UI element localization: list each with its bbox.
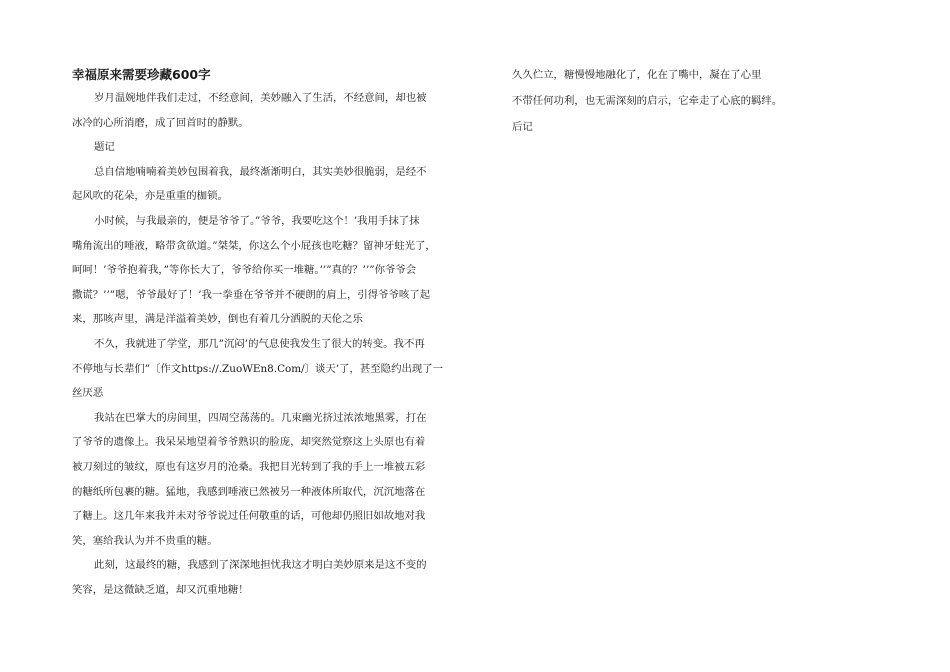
paragraph-line: 丝厌恶 <box>72 387 104 400</box>
epigraph-label: 题记 <box>94 141 115 154</box>
paragraph-line: 此刻，这最终的糖，我感到了深深地担忧我这才明白美妙原来是这不变的 <box>94 559 427 572</box>
paragraph-line: 我站在巴掌大的房间里，四周空荡荡的。几束幽光挤过浓浓地黑雾，打在 <box>94 411 427 424</box>
paragraph-line: 岁月温婉地伴我们走过，不经意间，美妙融入了生活，不经意间，却也被 <box>94 92 427 104</box>
article-title: 幸福原来需要珍藏600字 <box>72 67 211 82</box>
paragraph-line: 嘴角流出的唾液，略带贪欲道。”桀桀，你这么个小屁孩也吃糖？留神牙蛀光了， <box>72 239 436 252</box>
paragraph-line: 总自信地喃喃着美妙包围着我，最终渐渐明白，其实美妙很脆弱，是经不 <box>94 165 427 178</box>
paragraph-line: 不带任何功利，也无需深刻的启示，它牵走了心底的羁绊。 <box>512 95 783 107</box>
paragraph-line: 笑，塞给我认为并不贵重的糖。 <box>72 534 218 547</box>
paragraph-line: 撒谎？’’”嗯，爷爷最好了！’我一拳垂在爷爷并不硬朗的肩上，引得爷爷咳了起 <box>72 288 431 301</box>
right-column <box>512 64 822 140</box>
paragraph-line: 了爷爷的遗像上。我呆呆地望着爷爷熟识的脸庞，却突然觉察这上头原也有着 <box>72 436 426 449</box>
paragraph-line: 不停地与长辈们”〔作文https://.ZuoWEn8.Com/〕谈天’了，甚至隐约出现了一 <box>72 362 444 375</box>
paragraph-line: 不久，我就进了学堂，那几”沉闷’的气息使我发生了很大的转变。我不再 <box>94 337 425 350</box>
paragraph-line: 被刀刻过的皱纹，原也有这岁月的沧桑。我把目光转到了我的手上一堆被五彩 <box>72 460 426 473</box>
paragraph-line: 了糖上。这几年来我并未对爷爷说过任何敬重的话，可他却仍照旧如故地对我 <box>72 510 426 523</box>
paragraph-line: 笑容，是这微缺乏道，却又沉重地糖！ <box>72 583 249 596</box>
paragraph-line: 呵呵！’爷爷抱着我，”等你长大了，爷爷给你买一堆糖。’’”真的？’’”你爷爷会 <box>72 264 417 277</box>
paragraph-line: 起风吹的花朵，亦是重重的枷锁。 <box>72 190 228 203</box>
paragraph-line: 来，那咳声里，满是洋溢着美妙，倒也有着几分洒脱的天伦之乐 <box>72 313 363 326</box>
paragraph-line: 冰冷的心所消磨，成了回首时的静默。 <box>72 116 249 129</box>
paragraph-line: 的糖纸所包裹的糖。猛地，我感到唾液已然被另一种液体所取代，沉沉地落在 <box>72 485 426 498</box>
postscript-label: 后记 <box>512 121 533 133</box>
paragraph-line: 小时候，与我最亲的，便是爷爷了。”爷爷，我要吃这个！’我用手抹了抹 <box>94 214 420 227</box>
left-column <box>72 64 464 602</box>
paragraph-line: 久久伫立，糖慢慢地融化了，化在了嘴中，凝在了心里 <box>512 69 762 81</box>
